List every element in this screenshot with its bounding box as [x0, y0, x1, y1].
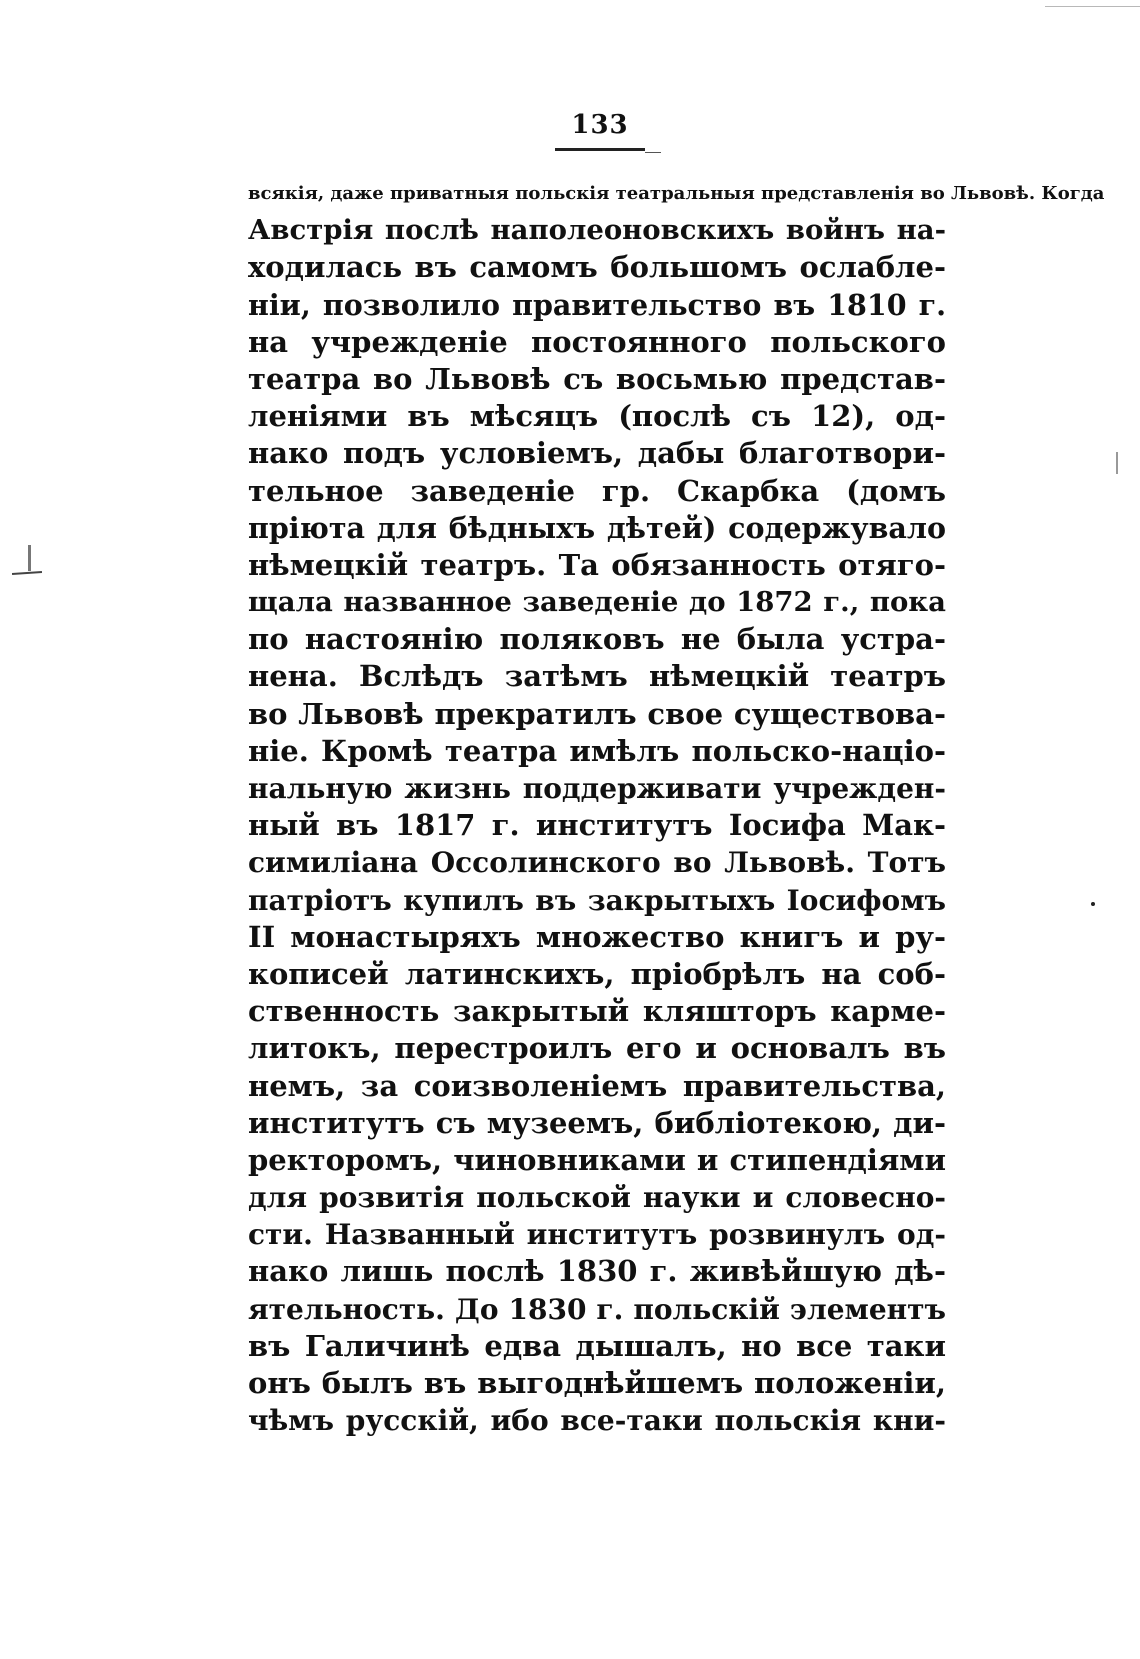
text-line: Австрія послѣ наполеоновскихъ войнъ на-: [248, 214, 946, 247]
text-line: всякія, даже приватныя польскія театральныя представленія во Львовѣ. Когда: [248, 183, 1105, 204]
text-line: нена. Вслѣдъ затѣмъ нѣмецкій театръ: [248, 659, 946, 694]
scan-edge-mark: [1045, 6, 1140, 7]
text-line: симиліана Оссолинского во Львовѣ. Тотъ: [248, 846, 946, 880]
text-line: пріюта для бѣдныхъ дѣтей) содержувало: [248, 510, 946, 545]
text-line: на учрежденіе постоянного польского: [248, 324, 946, 359]
text-line: ходилась въ самомъ большомъ ослабле-: [248, 250, 946, 285]
text-line: кописей латинскихъ, пріобрѣлъ на соб-: [248, 956, 946, 991]
page-number: 133: [571, 110, 629, 140]
text-line: нако лишь послѣ 1830 г. живѣйшую дѣ-: [248, 1254, 946, 1289]
margin-dot: [1091, 902, 1095, 906]
text-line: тельное заведеніе гр. Скарбка (домъ: [248, 473, 946, 508]
text-line: театра во Львовѣ съ восьмью представ-: [248, 361, 946, 396]
text-line: для розвитія польской науки и словесно-: [248, 1181, 946, 1215]
text-line: II монастыряхъ множество книгъ и ру-: [248, 919, 946, 954]
text-line: институтъ съ музеемъ, библіотекою, ди-: [248, 1105, 946, 1140]
margin-smudge-vertical: [28, 545, 31, 571]
text-line: чѣмъ русскій, ибо все-таки польскія кни-: [248, 1404, 946, 1438]
text-line: щала названное заведеніе до 1872 г., пока: [248, 586, 946, 619]
text-line: ніи, позволило правительство въ 1810 г.: [248, 287, 946, 322]
text-line: въ Галичинѣ едва дышалъ, но все таки: [248, 1328, 946, 1363]
margin-smudge: [12, 571, 42, 575]
margin-smudge-right: [1116, 452, 1118, 474]
page-number-rule: [555, 148, 645, 151]
text-line: нальную жизнь поддерживати учрежден-: [248, 772, 946, 805]
text-line: ніе. Кромѣ театра имѣлъ польско-націо-: [248, 733, 946, 768]
text-line: леніями въ мѣсяцъ (послѣ съ 12), од-: [248, 399, 946, 434]
text-line: по настоянію поляковъ не была устра-: [248, 622, 946, 657]
text-line: ятельность. До 1830 г. польскій элементъ: [248, 1292, 946, 1326]
text-line: онъ былъ въ выгоднѣйшемъ положеніи,: [248, 1366, 946, 1400]
text-line: патріотъ купилъ въ закрытыхъ Іосифомъ: [248, 883, 946, 917]
text-line: ственность закрытый кляшторъ карме-: [248, 994, 946, 1029]
text-line: немъ, за соизволеніемъ правительства,: [248, 1068, 946, 1103]
body-text: [248, 175, 1105, 1439]
text-line: ный въ 1817 г. институтъ Іосифа Мак-: [248, 808, 946, 843]
text-line: нако подъ условіемъ, дабы благотвори-: [248, 436, 946, 471]
text-line: сти. Названный институтъ розвинулъ од-: [248, 1218, 946, 1252]
page-number-rule-tail: [645, 152, 661, 153]
text-line: во Львовѣ прекратилъ свое существова-: [248, 696, 946, 731]
text-line: литокъ, перестроилъ его и основалъ въ: [248, 1031, 946, 1066]
text-line: ректоромъ, чиновниками и стипендіями: [248, 1142, 946, 1177]
text-line: нѣмецкій театръ. Та обязанность отяго-: [248, 547, 946, 582]
